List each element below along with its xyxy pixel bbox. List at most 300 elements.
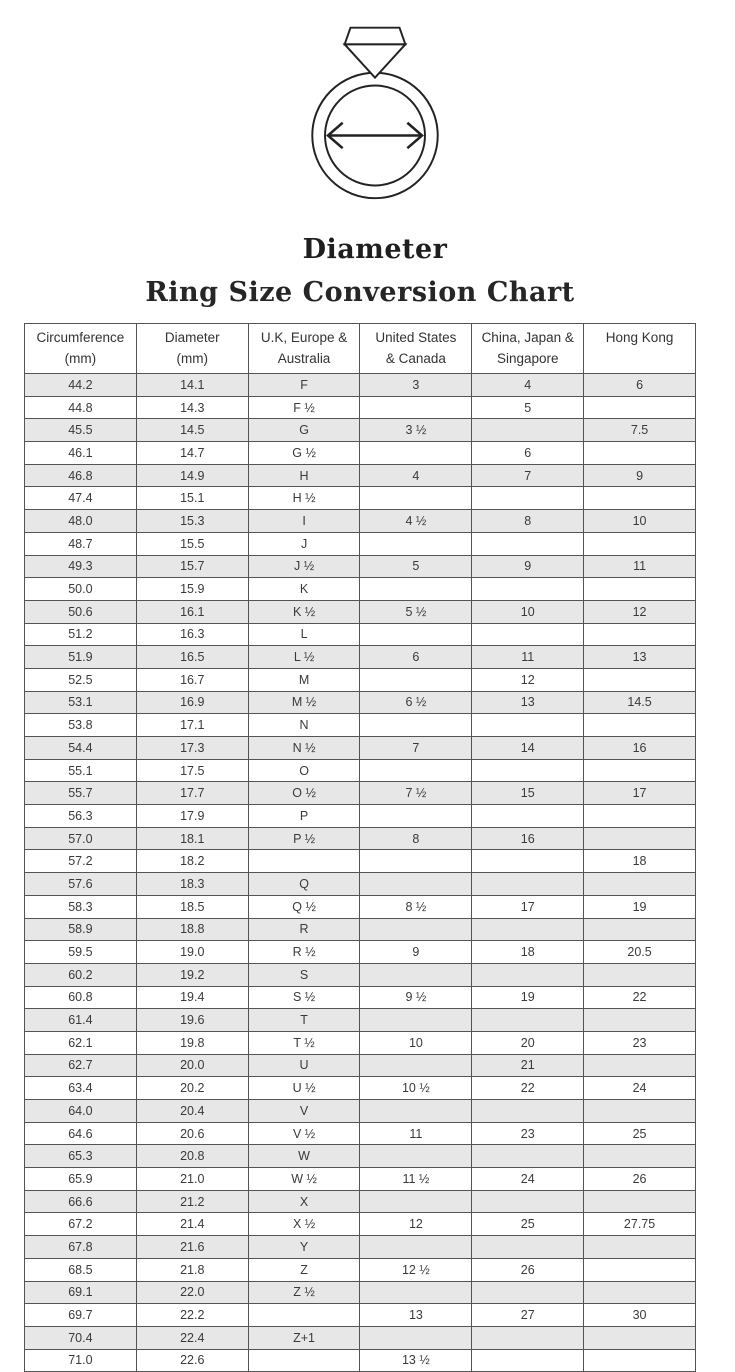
table-cell: 44.2 [25,374,137,397]
table-cell [584,532,696,555]
table-cell: 14.5 [584,691,696,714]
table-cell [472,1281,584,1304]
table-cell: X [248,1190,360,1213]
table-cell: 11 ½ [360,1168,472,1191]
table-cell [248,1349,360,1372]
table-cell: 9 [472,555,584,578]
table-cell: 57.2 [25,850,137,873]
table-cell: 21.2 [136,1190,248,1213]
table-cell: 4 ½ [360,510,472,533]
table-cell: 50.6 [25,600,137,623]
table-body [25,374,696,1372]
table-cell: 62.7 [25,1054,137,1077]
table-cell: 22 [584,986,696,1009]
table-cell: 20.0 [136,1054,248,1077]
table-cell [584,1349,696,1372]
table-cell: 12 [472,668,584,691]
table-cell: 16.5 [136,646,248,669]
table-cell: 13 ½ [360,1349,472,1372]
table-cell [584,396,696,419]
table-cell: 65.3 [25,1145,137,1168]
table-cell: 56.3 [25,805,137,828]
table-cell [360,578,472,601]
table-cell: 23 [472,1122,584,1145]
table-cell: 7 [360,737,472,760]
table-row [25,1145,696,1168]
table-cell: L ½ [248,646,360,669]
table-row [25,1122,696,1145]
table-row [25,805,696,828]
table-cell: M [248,668,360,691]
table-cell: 44.8 [25,396,137,419]
table-header [25,324,696,374]
table-cell [584,1326,696,1349]
table-cell: 12 [360,1213,472,1236]
table-cell: 15.3 [136,510,248,533]
table-cell: Q [248,873,360,896]
table-cell: 8 [472,510,584,533]
table-row [25,578,696,601]
table-cell [472,873,584,896]
diameter-caption: Diameter [302,234,448,265]
table-cell [472,419,584,442]
table-cell: 59.5 [25,941,137,964]
table-cell: 17.9 [136,805,248,828]
table-cell [472,623,584,646]
table-cell [360,714,472,737]
ring-diagram [15,0,735,265]
table-row [25,691,696,714]
table-cell: 26 [472,1258,584,1281]
table-cell: Z+1 [248,1326,360,1349]
table-cell: 18 [584,850,696,873]
table-cell [584,442,696,465]
table-cell [360,759,472,782]
table-cell: 47.4 [25,487,137,510]
table-cell [472,918,584,941]
table-row [25,510,696,533]
table-cell: 22.4 [136,1326,248,1349]
table-row [25,1054,696,1077]
table-cell: 15.9 [136,578,248,601]
table-row [25,1236,696,1259]
table-cell: 18.5 [136,895,248,918]
table-cell [472,805,584,828]
table-cell: 51.2 [25,623,137,646]
table-cell: 48.7 [25,532,137,555]
table-cell: 19 [472,986,584,1009]
table-cell [360,850,472,873]
table-cell: 17.1 [136,714,248,737]
table-cell: 19.6 [136,1009,248,1032]
table-row [25,555,696,578]
table-cell: 14.1 [136,374,248,397]
table-cell: 14.7 [136,442,248,465]
table-cell: 21.6 [136,1236,248,1259]
table-row [25,487,696,510]
table-row [25,1326,696,1349]
table-cell: X ½ [248,1213,360,1236]
table-row [25,873,696,896]
table-cell: 10 ½ [360,1077,472,1100]
table-cell: G ½ [248,442,360,465]
table-cell [584,1236,696,1259]
table-row [25,986,696,1009]
table-cell: U [248,1054,360,1077]
table-cell: 60.8 [25,986,137,1009]
table-cell: 21.4 [136,1213,248,1236]
table-cell: 57.0 [25,827,137,850]
table-row [25,646,696,669]
table-cell [360,918,472,941]
table-row [25,918,696,941]
table-cell: 3 [360,374,472,397]
table-cell: 66.6 [25,1190,137,1213]
table-row [25,759,696,782]
table-cell: O [248,759,360,782]
table-cell: M ½ [248,691,360,714]
table-cell [472,1145,584,1168]
table-cell: 25 [584,1122,696,1145]
table-cell: 64.0 [25,1100,137,1123]
table-cell [360,1236,472,1259]
table-cell [360,623,472,646]
table-cell [472,1190,584,1213]
table-cell: 17.3 [136,737,248,760]
table-cell: 10 [584,510,696,533]
table-cell [360,668,472,691]
table-cell: S [248,963,360,986]
table-cell: 12 ½ [360,1258,472,1281]
header-row [25,324,696,374]
table-cell [584,963,696,986]
table-cell: 61.4 [25,1009,137,1032]
table-row [25,963,696,986]
table-cell [360,1190,472,1213]
table-cell [360,396,472,419]
table-row [25,419,696,442]
table-cell: W ½ [248,1168,360,1191]
table-cell [360,532,472,555]
table-cell [360,805,472,828]
diameter-arrow-icon [328,123,422,148]
table-cell: T ½ [248,1031,360,1054]
table-cell [472,1100,584,1123]
table-cell [584,578,696,601]
table-cell: 71.0 [25,1349,137,1372]
table-cell: Q ½ [248,895,360,918]
table-cell: 30 [584,1304,696,1327]
table-row [25,464,696,487]
table-row [25,850,696,873]
table-cell [360,442,472,465]
table-cell [472,714,584,737]
table-cell: 16.3 [136,623,248,646]
table-cell: 18 [472,941,584,964]
table-cell: 14 [472,737,584,760]
table-cell: 20.5 [584,941,696,964]
table-cell: 49.3 [25,555,137,578]
column-header: Circumference (mm) [25,324,137,374]
table-cell: 7 ½ [360,782,472,805]
table-cell: 24 [584,1077,696,1100]
table-cell: 53.1 [25,691,137,714]
table-cell: 7.5 [584,419,696,442]
table-cell: 64.6 [25,1122,137,1145]
table-cell: 68.5 [25,1258,137,1281]
table-cell: 27.75 [584,1213,696,1236]
table-cell: P [248,805,360,828]
table-cell [360,1100,472,1123]
table-cell: 62.1 [25,1031,137,1054]
table-cell: R [248,918,360,941]
table-cell: 51.9 [25,646,137,669]
table-row [25,827,696,850]
ring-size-conversion-table [24,323,696,1372]
table-row [25,1213,696,1236]
table-cell: 60.2 [25,963,137,986]
table-cell: 14.5 [136,419,248,442]
table-cell [584,623,696,646]
table-cell: 5 ½ [360,600,472,623]
table-cell: 16.9 [136,691,248,714]
table-cell: 16.7 [136,668,248,691]
table-row [25,782,696,805]
table-cell [472,578,584,601]
table-row [25,1349,696,1372]
table-cell: 45.5 [25,419,137,442]
table-cell: 22.0 [136,1281,248,1304]
table-cell: 11 [584,555,696,578]
table-cell: N [248,714,360,737]
table-cell: 48.0 [25,510,137,533]
table-cell: 18.3 [136,873,248,896]
table-cell [360,1281,472,1304]
table-row [25,941,696,964]
table-cell: V ½ [248,1122,360,1145]
table-cell: 26 [584,1168,696,1191]
table-cell [584,668,696,691]
table-cell [360,963,472,986]
table-cell: V [248,1100,360,1123]
table-cell: 16.1 [136,600,248,623]
table-cell: 3 ½ [360,419,472,442]
table-row [25,1190,696,1213]
table-cell: 6 [360,646,472,669]
table-cell: 15.5 [136,532,248,555]
table-cell [472,963,584,986]
table-cell: 20.8 [136,1145,248,1168]
column-header: U.K, Europe & Australia [248,324,360,374]
table-cell: 9 ½ [360,986,472,1009]
table-cell [360,873,472,896]
table-cell: 17.5 [136,759,248,782]
table-cell: 17 [584,782,696,805]
table-cell: 19 [584,895,696,918]
table-cell: 18.1 [136,827,248,850]
table-cell: 25 [472,1213,584,1236]
table-cell: 8 [360,827,472,850]
table-row [25,600,696,623]
table-cell: H [248,464,360,487]
table-cell [360,1054,472,1077]
table-cell: 19.2 [136,963,248,986]
column-header: United States & Canada [360,324,472,374]
table-cell: 20.4 [136,1100,248,1123]
table-cell: 16 [584,737,696,760]
table-cell: N ½ [248,737,360,760]
table-cell: F [248,374,360,397]
table-cell: 5 [472,396,584,419]
table-cell: 11 [360,1122,472,1145]
table-row [25,374,696,397]
table-row [25,1281,696,1304]
table-cell [584,1258,696,1281]
table-cell [584,1145,696,1168]
table-cell: 13 [360,1304,472,1327]
table-cell: K [248,578,360,601]
table-cell: 19.4 [136,986,248,1009]
table-cell: 17.7 [136,782,248,805]
table-cell: 54.4 [25,737,137,760]
table-cell: 22 [472,1077,584,1100]
table-cell [360,1145,472,1168]
table-cell [472,1326,584,1349]
table-cell: 18.8 [136,918,248,941]
table-cell: 14.9 [136,464,248,487]
table-cell: 14.3 [136,396,248,419]
table-cell: J ½ [248,555,360,578]
table-cell: 12 [584,600,696,623]
diamond-icon [345,28,406,78]
column-header: China, Japan & Singapore [472,324,584,374]
table-cell: 21.8 [136,1258,248,1281]
table-cell [248,850,360,873]
table-cell: 67.8 [25,1236,137,1259]
table-cell: Z [248,1258,360,1281]
table-cell [360,487,472,510]
table-cell: H ½ [248,487,360,510]
table-cell: 27 [472,1304,584,1327]
table-cell [472,850,584,873]
table-cell: 65.9 [25,1168,137,1191]
table-cell: 46.1 [25,442,137,465]
table-cell: 5 [360,555,472,578]
table-row [25,623,696,646]
table-cell: 21.0 [136,1168,248,1191]
table-cell: 10 [472,600,584,623]
table-cell: 15.1 [136,487,248,510]
table-cell: 10 [360,1031,472,1054]
table-cell: 58.9 [25,918,137,941]
table-row [25,1009,696,1032]
table-cell: 20.6 [136,1122,248,1145]
table-cell: 19.0 [136,941,248,964]
table-cell: I [248,510,360,533]
table-cell: S ½ [248,986,360,1009]
table-row [25,1304,696,1327]
table-row [25,1031,696,1054]
table-cell: O ½ [248,782,360,805]
table-cell [584,1281,696,1304]
table-cell [584,1190,696,1213]
table-cell [584,873,696,896]
table-cell: 7 [472,464,584,487]
column-header: Hong Kong [584,324,696,374]
table-cell: 15 [472,782,584,805]
table-row [25,396,696,419]
table-row [25,895,696,918]
table-cell: U ½ [248,1077,360,1100]
table-cell [472,1009,584,1032]
table-cell [584,714,696,737]
table-cell [248,1304,360,1327]
table-cell: F ½ [248,396,360,419]
table-cell [472,487,584,510]
table-cell: 23 [584,1031,696,1054]
table-cell: 4 [472,374,584,397]
table-row [25,1168,696,1191]
table-cell: 67.2 [25,1213,137,1236]
table-cell [584,1100,696,1123]
table-cell: J [248,532,360,555]
table-cell: 19.8 [136,1031,248,1054]
table-cell: 50.0 [25,578,137,601]
table-cell: 24 [472,1168,584,1191]
table-cell: 52.5 [25,668,137,691]
table-cell [472,532,584,555]
table-cell: L [248,623,360,646]
table-row [25,442,696,465]
table-cell: K ½ [248,600,360,623]
table-cell: W [248,1145,360,1168]
table-cell: 21 [472,1054,584,1077]
table-cell: 9 [584,464,696,487]
table-cell: 63.4 [25,1077,137,1100]
table-cell [472,1236,584,1259]
table-cell [584,1054,696,1077]
table-cell: 69.7 [25,1304,137,1327]
table-cell: 53.8 [25,714,137,737]
table-cell: 69.1 [25,1281,137,1304]
table-cell: G [248,419,360,442]
table-cell: 70.4 [25,1326,137,1349]
table-cell: 22.6 [136,1349,248,1372]
table-cell: 18.2 [136,850,248,873]
column-header: Diameter (mm) [136,324,248,374]
table-cell: 8 ½ [360,895,472,918]
table-cell: 11 [472,646,584,669]
table-cell [584,1009,696,1032]
table-cell: 9 [360,941,472,964]
table-row [25,532,696,555]
table-cell: 4 [360,464,472,487]
table-row [25,668,696,691]
table-cell [360,1009,472,1032]
table-row [25,1258,696,1281]
table-cell: 13 [472,691,584,714]
page-title: Ring Size Conversion Chart [145,277,575,308]
table-cell: 22.2 [136,1304,248,1327]
table-cell: Z ½ [248,1281,360,1304]
ring-diameter-illustration [277,12,473,208]
table-cell [584,918,696,941]
table-cell: 57.6 [25,873,137,896]
table-cell: Y [248,1236,360,1259]
table-cell [584,827,696,850]
table-cell: 16 [472,827,584,850]
table-cell: 55.1 [25,759,137,782]
